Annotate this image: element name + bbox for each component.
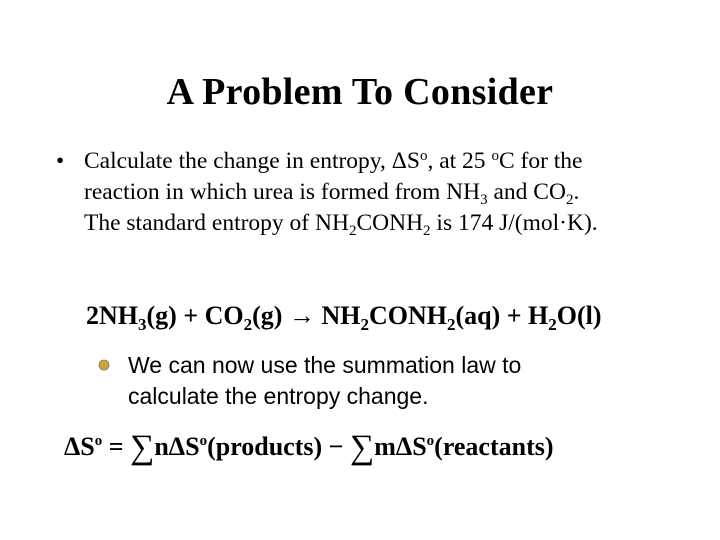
summation-note [98, 350, 658, 412]
problem-line-2: reaction in which urea is formed from $NH_3$ and $CO_2$. [84, 179, 580, 208]
sum-symbol-2: ∑ [349, 429, 375, 466]
problem-line-1: Calculate the change in entropy, $\Delta S^o$, at 25 $^o$C for the [84, 148, 583, 174]
entropy-formula: $\Delta S^o$ = ∑nΔS$^o$(products) − ∑mΔS$^o$(reactants) [64, 429, 554, 466]
problem-line-3: The standard entropy of $NH_2CONH_2$ is 174 J/(mol·K). [84, 210, 598, 239]
bullet-marker: • [56, 148, 65, 174]
reaction-equation: $2NH_3(g) + CO_2(g)$ → $NH_2CONH_2(aq) + H_2O(l)$ [86, 301, 602, 334]
problem-text [84, 146, 716, 239]
summation-text [128, 350, 658, 412]
summation-line-2: calculate the entropy change. [128, 383, 429, 409]
sub-bullet-marker-icon [98, 359, 110, 371]
slide-title: A Problem To Consider [166, 71, 554, 113]
sum-symbol-1: ∑ [130, 429, 155, 466]
summation-line-1: We can now use the summation law to [128, 352, 522, 378]
problem-bullet [56, 146, 716, 239]
